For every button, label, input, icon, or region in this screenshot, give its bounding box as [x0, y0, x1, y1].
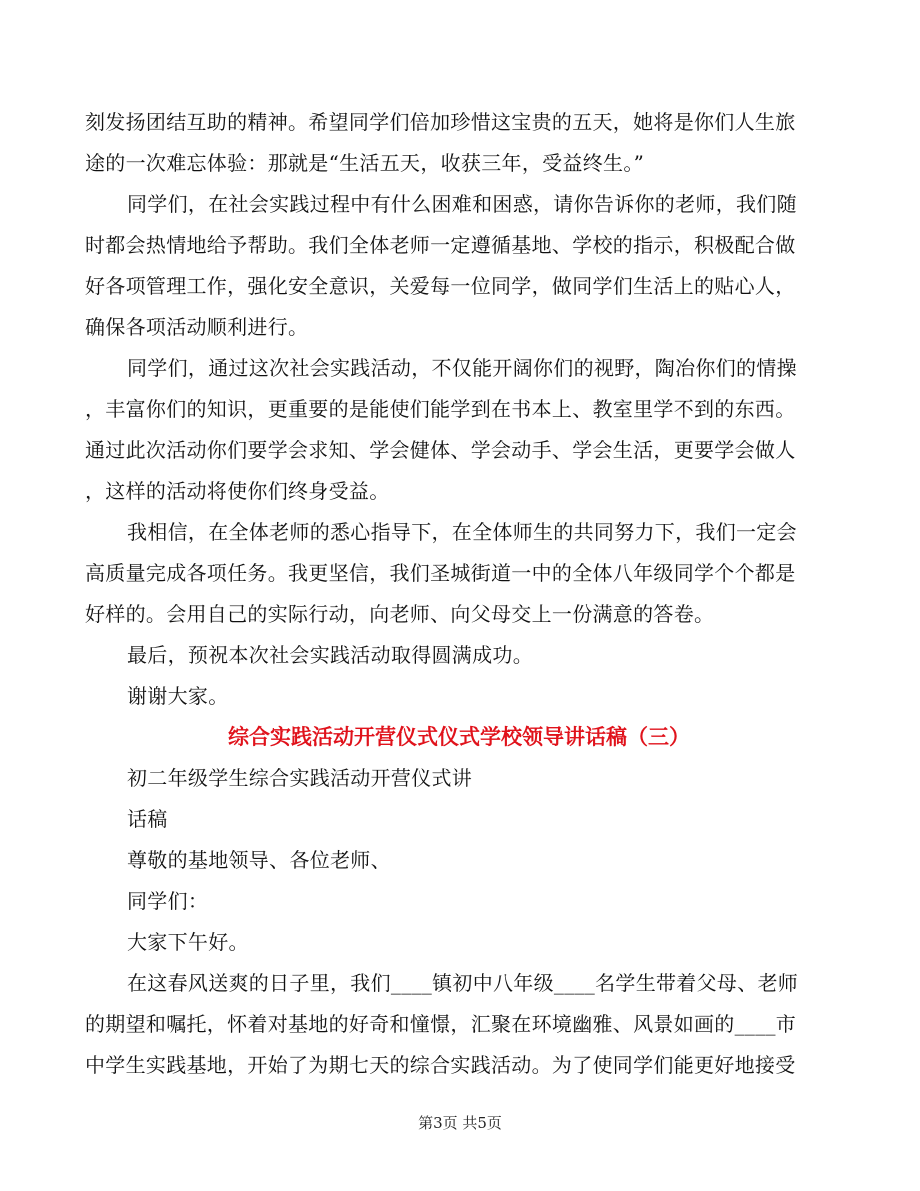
paragraph-line: 中学生实践基地，开始了为期七天的综合实践活动。为了使同学们能更好地接受: [85, 1053, 796, 1077]
paragraph-line: 好样的。会用自己的实际行动，向老师、向父母交上一份满意的答卷。: [85, 602, 715, 626]
paragraph-line: 刻发扬团结互助的精神。希望同学们倍加珍惜这宝贵的五天，她将是你们人生旅: [85, 110, 796, 134]
paragraph-3: [85, 348, 825, 512]
paragraph-line: 大家下午好。: [127, 930, 249, 954]
paragraph-10: [85, 881, 825, 922]
paragraph-12: [85, 963, 825, 1086]
paragraph-line: 同学们：: [127, 889, 209, 913]
paragraph-line: 途的一次难忘体验：那就是“生活五天，收获三年，受益终生。”: [85, 151, 645, 175]
paragraph-11: [85, 922, 825, 963]
paragraph-line: 最后，预祝本次社会实践活动取得圆满成功。: [127, 643, 533, 667]
paragraph-8: [85, 799, 825, 840]
paragraph-line: 时都会热情地给予帮助。我们全体老师一定遵循基地、学校的指示，积极配合做: [85, 233, 796, 257]
paragraph-line: 在这春风送爽的日子里，我们____镇初中八年级____名学生带着父母、老师: [127, 971, 799, 995]
paragraph-line: ，丰富你们的知识，更重要的是能使们能学到在书本上、教室里学不到的东西。: [85, 397, 796, 421]
paragraph-5: [85, 635, 825, 676]
paragraph-line: 同学们，在社会实践过程中有什么困难和困惑，请你告诉你的老师，我们随: [127, 192, 797, 216]
paragraph-line: 话稿: [127, 807, 168, 831]
paragraph-line: 的期望和嘱托，怀着对基地的好奇和憧憬，汇聚在环境幽雅、风景如画的____市: [85, 1012, 797, 1036]
paragraph-line: 谢谢大家。: [127, 684, 229, 708]
paragraph-line: 通过此次活动你们要学会求知、学会健体、学会动手、学会生活，更要学会做人: [85, 438, 796, 462]
paragraph-line: 高质量完成各项任务。我更坚信，我们圣城街道一中的全体八年级同学个个都是: [85, 561, 796, 585]
paragraph-6: [85, 676, 825, 717]
paragraph-9: [85, 840, 825, 881]
page-number: 第3页 共5页: [418, 1114, 502, 1132]
paragraph-line: 初二年级学生综合实践活动开营仪式讲: [127, 766, 473, 790]
paragraph-line: 我相信，在全体老师的悉心指导下，在全体师生的共同努力下，我们一定会: [127, 520, 797, 544]
paragraph-line: 同学们，通过这次社会实践活动，不仅能开阔你们的视野，陶冶你们的情操: [127, 356, 797, 380]
paragraph-1: [85, 102, 825, 184]
paragraph-line: 确保各项活动顺利进行。: [85, 315, 309, 339]
paragraph-2: [85, 184, 825, 348]
section-heading: 综合实践活动开营仪式仪式学校领导讲话稿（三）: [228, 725, 690, 749]
paragraph-line: ，这样的活动将使你们终身受益。: [85, 479, 390, 503]
paragraph-line: 好各项管理工作，强化安全意识，关爱每一位同学，做同学们生活上的贴心人，: [85, 274, 796, 298]
paragraph-4: [85, 512, 825, 635]
paragraph-line: 尊敬的基地领导、各位老师、: [127, 848, 391, 872]
document-body: [85, 102, 825, 1086]
paragraph-7: [85, 758, 825, 799]
